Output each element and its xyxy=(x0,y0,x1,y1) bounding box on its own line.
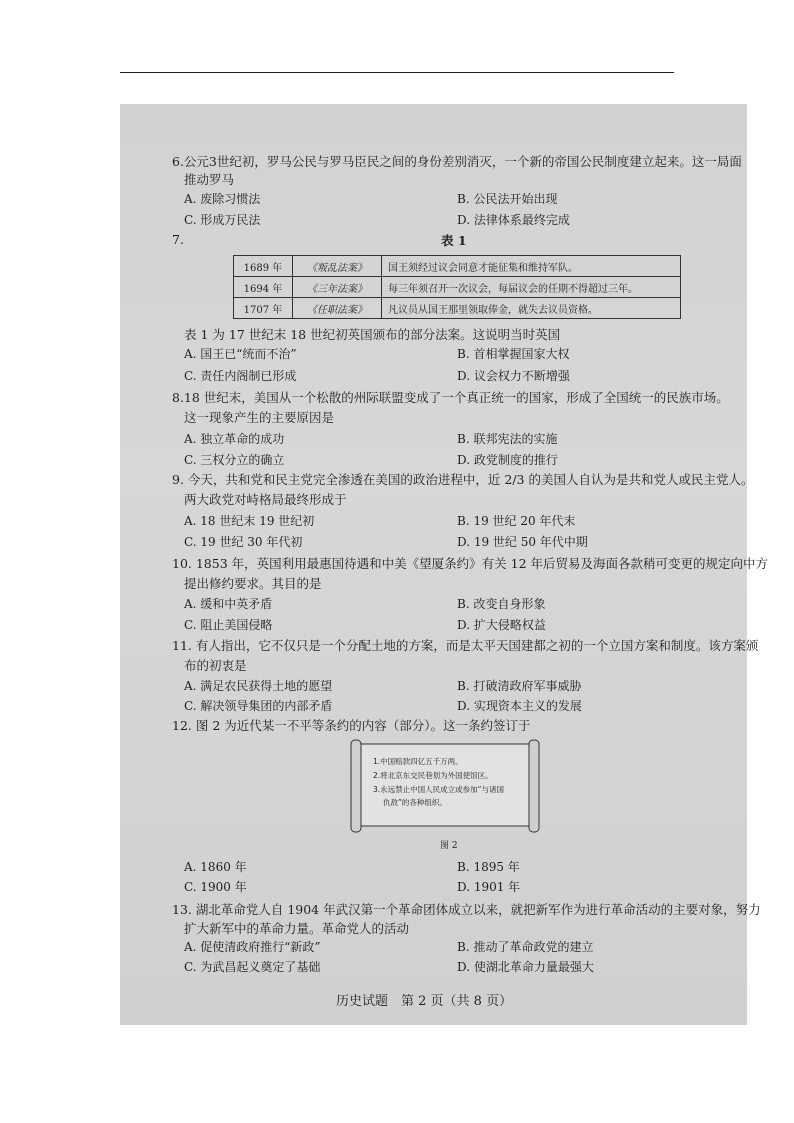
scroll-line-4: 仇敌”的各种组织。 xyxy=(383,798,447,807)
q8-option-b: B. 联邦宪法的实施 xyxy=(457,432,558,446)
q8-option-a: A. 独立革命的成功 xyxy=(184,432,285,446)
q7-option-d: D. 议会权力不断增强 xyxy=(457,369,570,383)
q13-option-c: C. 为武昌起义奠定了基础 xyxy=(184,960,321,974)
table-cell-year: 1707 年 xyxy=(234,298,293,319)
q11-option-c: C. 解决领导集团的内部矛盾 xyxy=(184,699,333,713)
q13-option-a: A. 促使清政府推行“新政” xyxy=(184,940,321,954)
table-cell-year: 1694 年 xyxy=(234,277,293,298)
table-row xyxy=(234,256,681,277)
q6-stem: 6.公元3世纪初，罗马公民与罗马臣民之间的身份差别消灭，一个新的帝国公民制度建立起来。这一局面 xyxy=(172,154,742,169)
q13-option-d: D. 使湖北革命力量最强大 xyxy=(457,960,594,974)
q6-option-b: B. 公民法开始出现 xyxy=(457,192,558,206)
table-row xyxy=(234,298,681,319)
law-table xyxy=(233,255,681,319)
q11-option-a: A. 满足农民获得土地的愿望 xyxy=(184,679,333,693)
q12-option-d: D. 1901 年 xyxy=(457,880,521,894)
scroll-line-2: 2.将北京东交民巷划为外国使馆区。 xyxy=(373,771,493,780)
q7-option-b: B. 首相掌握国家大权 xyxy=(457,347,570,361)
q10-stem: 10. 1853 年，英国利用最惠国待遇和中美《望厦条约》有关 12 年后贸易及海面各款稍可变更的规定向中方 xyxy=(172,556,768,571)
q11-option-b: B. 打破清政府军事威胁 xyxy=(457,679,582,693)
table-cell-act: 《任职法案》 xyxy=(293,298,382,319)
q6-option-c: C. 形成万民法 xyxy=(184,213,261,227)
q7-option-c: C. 责任内阁制已形成 xyxy=(184,369,297,383)
q9-option-d: D. 19 世纪 50 年代中期 xyxy=(457,535,588,549)
table-cell-content: 国王须经过议会同意才能征集和维持军队。 xyxy=(382,256,681,277)
q8-option-d: D. 政党制度的推行 xyxy=(457,453,558,467)
header-rule xyxy=(120,72,674,73)
q7-number: 7. xyxy=(172,232,184,247)
q8-stem-cont: 这一现象产生的主要原因是 xyxy=(184,410,335,425)
q11-stem-cont: 布的初衷是 xyxy=(184,658,247,673)
table-row xyxy=(234,277,681,298)
table-cell-content: 凡议员从国王那里领取俸金，就失去议员资格。 xyxy=(382,298,681,319)
q7-option-a: A. 国王已“统而不治” xyxy=(184,347,297,361)
table-title: 表 1 xyxy=(441,233,467,248)
q12-option-c: C. 1900 年 xyxy=(184,880,247,894)
scroll-line-3: 3.永远禁止中国人民成立或参加“与诸国 xyxy=(373,785,505,794)
q8-stem: 8.18 世纪末，美国从一个松散的州际联盟变成了一个真正统一的国家，形成了全国统一的民族市场。 xyxy=(172,390,729,405)
q12-option-b: B. 1895 年 xyxy=(457,860,520,874)
q10-stem-cont: 提出修约要求。其目的是 xyxy=(184,576,322,591)
scroll-right-roller xyxy=(529,740,539,832)
treaty-scroll-figure xyxy=(345,738,545,838)
scroll-left-roller xyxy=(351,740,361,832)
q9-option-b: B. 19 世纪 20 年代末 xyxy=(457,514,576,528)
q13-stem: 13. 湖北革命党人自 1904 年武汉第一个革命团体成立以来，就把新军作为进行革命活动的主要对象，努力 xyxy=(172,902,761,917)
q8-option-c: C. 三权分立的确立 xyxy=(184,453,285,467)
figure-label: 图 2 xyxy=(440,841,458,851)
q6-option-a: A. 废除习惯法 xyxy=(184,192,261,206)
q10-option-c: C. 阻止美国侵略 xyxy=(184,618,273,632)
q9-option-a: A. 18 世纪末 19 世纪初 xyxy=(184,514,315,528)
q9-option-c: C. 19 世纪 30 年代初 xyxy=(184,535,303,549)
q10-option-a: A. 缓和中英矛盾 xyxy=(184,597,273,611)
table-cell-year: 1689 年 xyxy=(234,256,293,277)
q6-stem-cont: 推动罗马 xyxy=(184,172,235,187)
q13-stem-cont: 扩大新军中的革命力量。革命党人的活动 xyxy=(184,921,410,936)
q9-stem: 9. 今天，共和党和民主党完全渗透在美国的政治进程中，近 2/3 的美国人自认为是共和党人或民主党人。 xyxy=(172,472,754,487)
scroll-line-1: 1.中国赔款四亿五千万两。 xyxy=(373,757,463,766)
q10-option-d: D. 扩大侵略权益 xyxy=(457,618,546,632)
table-cell-act: 《三年法案》 xyxy=(293,277,382,298)
table-cell-act: 《叛乱法案》 xyxy=(293,256,382,277)
q12-option-a: A. 1860 年 xyxy=(184,860,247,874)
q11-option-d: D. 实现资本主义的发展 xyxy=(457,699,582,713)
page-footer: 历史试题 第 2 页（共 8 页） xyxy=(336,994,513,1009)
q9-stem-cont: 两大政党对峙格局最终形成于 xyxy=(184,492,347,507)
q12-stem: 12. 图 2 为近代某一不平等条约的内容（部分）。这一条约签订于 xyxy=(172,718,531,733)
q10-option-b: B. 改变自身形象 xyxy=(457,597,546,611)
table-cell-content: 每三年须召开一次议会，每届议会的任期不得超过三年。 xyxy=(382,277,681,298)
q13-option-b: B. 推动了革命政党的建立 xyxy=(457,940,594,954)
q11-stem: 11. 有人指出，它不仅只是一个分配土地的方案，而是太平天国建都之初的一个立国方案和制度。该方案颁 xyxy=(172,638,759,653)
q7-stem: 表 1 为 17 世纪末 18 世纪初英国颁布的部分法案。这说明当时英国 xyxy=(184,327,561,342)
q6-option-d: D. 法律体系最终完成 xyxy=(457,213,570,227)
